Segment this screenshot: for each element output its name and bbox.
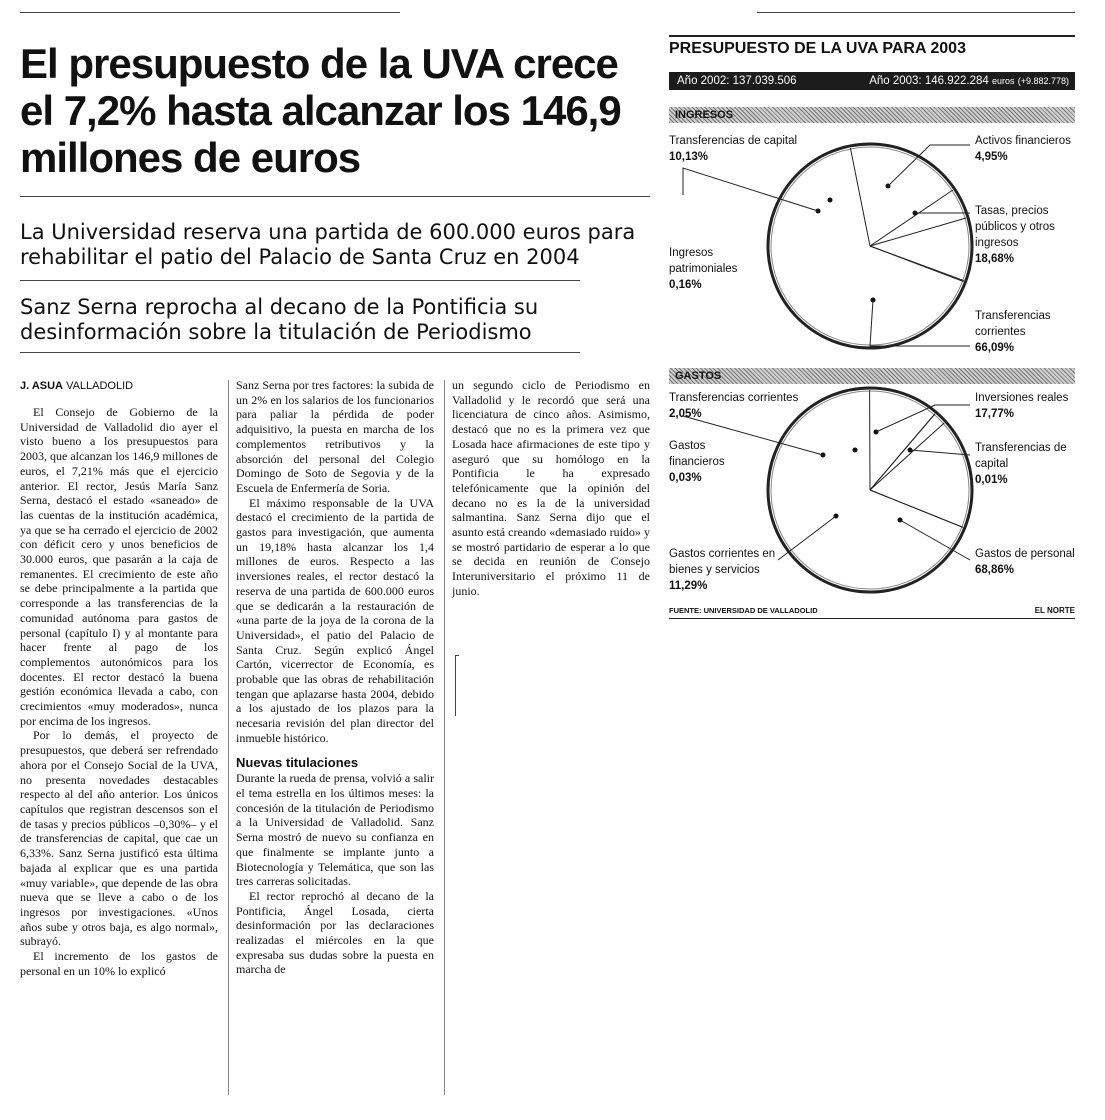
year-2003-change: (+9.882.778)	[1017, 76, 1069, 86]
infographic-title: PRESUPUESTO DE LA UVA PARA 2003	[669, 40, 966, 57]
year-2003-label: Año 2003:	[869, 75, 922, 87]
infographic-source	[669, 606, 1075, 615]
byline-author: J. ASUA	[20, 380, 63, 392]
paragraph: El máximo responsable de la UVA destacó el crecimiento de la partida de gastos para investigación, que aumenta un 19,18% hasta alcanzar los 1,4 millones de euros. Respecto a las inversiones reales, el rector destacó la reserva de una partida de 600.000 euros que se dedicarán a la restauración de «una parte de la joya de la corona de la Universidad», el patio del Palacio de Santa Cruz. Según explicó Ángel Cartón, vicerrector de Economía, es probable que las obras de rehabilitación tengan que aplazarse hasta 2004, debido a los ajustado de los plazos para la necesaria revisión del plan director del inmueble histórico.	[236, 495, 434, 745]
paragraph: El incremento de los gastos de personal en un 10% lo explicó	[20, 949, 218, 978]
gastos-pie-marker-3	[853, 448, 858, 453]
gastos-pie-slice-4	[870, 414, 935, 490]
year-2003-unit: euros	[991, 76, 1015, 86]
paragraph: un segundo ciclo de Periodismo en Valladolid y le recordó que será una licenciatura de cinco años. Asimismo, destacó que no es la primera vez que Losada hace afirmaciones de este tipo y aseguró que su homólogo en la Pontificia le ha expresado telefónicamente que la opinión del decano no es la de la universidad salmantina. Sanz Serna dijo que el asunto está creando «demasiado ruido» y se mostró partidario de esperar a lo que se decida en reunión de Consejo Interuniversitario el próximo 11 de junio.	[452, 378, 650, 598]
paragraph: Por lo demás, el proyecto de presupuestos, que deberá ser refrendado ahora por el Consejo Social de la UVA, no presenta novedades destacables respecto al del año anterior. Los únicos capítulos que registran descensos son el de tasas y precios públicos –0,30%– y el de transferencias de capital, que cae un 6,33%. Sanz Serna justificó esta última bajada al explicar que es una partida «muy variable», que depende de las obra nueva que se lleve a cabo o de los ingresos por investigaciones. «Unos años sube y otros baja, es algo normal», subrayó.	[20, 728, 218, 949]
ingresos-header: INGRESOS	[669, 107, 1075, 123]
ingresos-pie-slice-2	[850, 148, 870, 246]
ingresos-pie-leader-2	[888, 145, 970, 186]
subhead-secondary: Sanz Serna reprocha al decano de la Pontificia su desinformación sobre la titulación de Periodismo	[20, 295, 539, 344]
gastos-label-inversiones-reales: Inversiones reales 17,77%	[975, 392, 1069, 420]
gastos-label-transferencias-capital: Transferencias de capital 0,01%	[975, 442, 1067, 486]
ingresos-label-tasas: Tasas, precios públicos y otros ingresos 18,68%	[975, 205, 1055, 265]
paragraph: El Consejo de Gobierno de la Universidad de Valladolid dio ayer el visto bueno a los presupuestos para 2003, que alcanzan los 146,9 millones de euros, el 7,21% más que el ejercicio anterior. El rector, Jesús María Sanz Serna, destacó el estado «saneado» de las cuentas de la institución académica, ya que se ha cerrado el ejercicio de 2002 con déficit cero y unos beneficios de 30.000 euros, que pasarán a la caja de remanentes. El crecimiento de este año se debe principalmente a la partida que corresponde a las transferencias de la comunidad autónoma para gastos de personal (capítulo I) y al montante para hacer frente al pago de los complementos autonómicos para los docentes. El rector destacó la buena gestión económica llevada a cabo, con crecimientos «muy moderados», nunca por encima de los ingresos.	[20, 405, 218, 728]
gastos-header: GASTOS	[669, 368, 1075, 384]
ingresos-pie-slice-5	[870, 246, 964, 281]
ingresos-label-transferencias-corrientes: Transferencias corrientes 66,09%	[975, 310, 1051, 354]
year-2002-total: Año 2002: 137.039.506	[677, 75, 797, 87]
ingresos-pie-marker-4	[828, 198, 833, 203]
year-2003-value: 146.922.284	[924, 75, 989, 87]
infographic-bottom-rule	[669, 618, 1075, 619]
gastos-pie-slice-5	[870, 423, 944, 490]
gastos-label-gastos-personal: Gastos de personal 68,86%	[975, 548, 1075, 576]
ingresos-label-transferencias-capital: Transferencias de capital 10,13%	[669, 135, 798, 163]
gastos-label-transferencias-corrientes: Transferencias corrientes 2,05%	[669, 392, 799, 420]
ingresos-pie-leader-5	[870, 300, 970, 346]
source-text: FUENTE: UNIVERSIDAD DE VALLADOLID	[669, 606, 818, 615]
section-heading-nuevas-titulaciones: Nuevas titulaciones	[236, 754, 359, 770]
paragraph: Durante la rueda de prensa, volvió a salir el tema estrella en los últimos meses: la concesión de la titulación de Periodismo a la Universidad de Valladolid. Sanz Serna mostró de nuevo su confianza en que finalmente se implante junto a Biotecnología y Telemática, que son las tres carreras solicitadas.	[236, 771, 434, 889]
gastos-pie-leader-5	[778, 516, 836, 560]
ingresos-label-patrimoniales: Ingresos patrimoniales 0,16%	[669, 247, 738, 291]
gastos-pie-leader-1	[683, 416, 823, 455]
paragraph: Sanz Serna por tres factores: la subida de un 2% en los salarios de los funcionarios para paliar la pérdida de poder adquisitivo, la puesta en marcha de los complementos retributivos y la absorción del personal del Colegio Domingo de Soto de Segovia y de la Escuela de Enfermería de Soria.	[236, 378, 434, 495]
gastos-pie-slice-6	[870, 490, 963, 527]
headline: El presupuesto de la UVA crece el 7,2% hasta alcanzar los 146,9 millones de euros	[20, 40, 621, 181]
gastos-label-gastos-financieros: Gastos financieros 0,03%	[669, 440, 725, 484]
byline-place: VALLADOLID	[66, 380, 134, 392]
ingresos-pie-slice-3	[870, 190, 953, 246]
subhead-primary: La Universidad reserva una partida de 600.000 euros para rehabilitar el patio del Palacio de Santa Cruz en 2004	[20, 220, 636, 269]
paragraph: El rector reprochó al decano de la Pontificia, Ángel Losada, cierta desinformación por las declaraciones realizadas el miércoles en la que expresaba sus dudas sobre la puesta en marcha de	[236, 888, 434, 977]
ingresos-label-activos-financieros: Activos financieros 4,95%	[975, 135, 1071, 163]
credit-text: EL NORTE	[1034, 606, 1075, 615]
gastos-label-gastos-corrientes: Gastos corrientes en bienes y servicios 11,29%	[669, 548, 776, 592]
ingresos-pie-slice-4	[870, 218, 966, 246]
